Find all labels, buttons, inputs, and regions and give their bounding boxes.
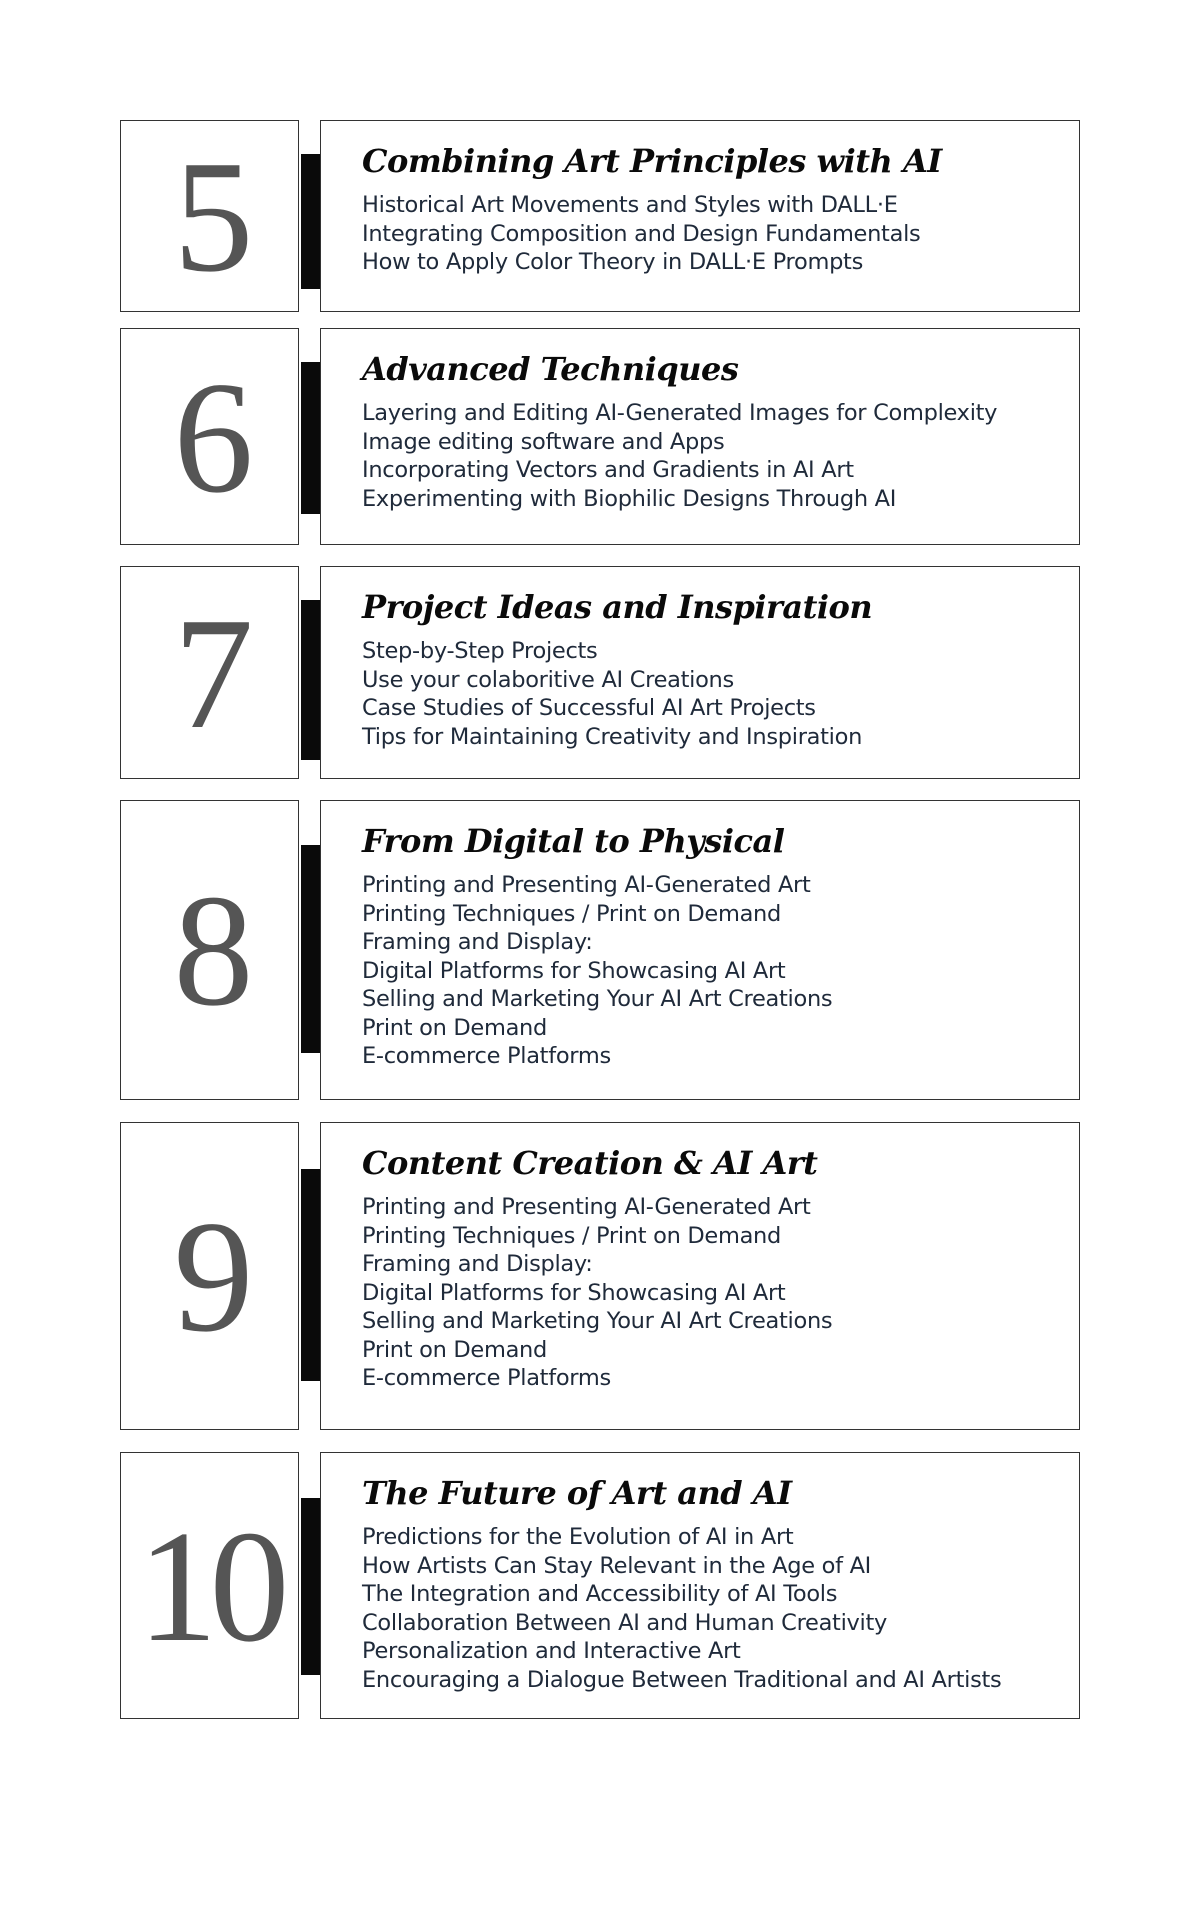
chapter-topic: Tips for Maintaining Creativity and Inspiration xyxy=(362,723,863,750)
chapter-title: Content Creation & AI Art xyxy=(362,1144,818,1182)
chapter-number: 5 xyxy=(173,127,246,305)
chapter-topic: Collaboration Between AI and Human Creativity xyxy=(362,1609,888,1636)
chapter-number-box xyxy=(120,328,299,545)
chapter-title: The Future of Art and AI xyxy=(362,1474,792,1512)
chapter-topic: Integrating Composition and Design Fundamentals xyxy=(362,220,921,247)
chapter-number-box xyxy=(120,800,299,1100)
chapter-content xyxy=(320,1122,1080,1430)
chapter-topic: The Integration and Accessibility of AI Tools xyxy=(362,1581,838,1607)
chapter-topic: Framing and Display: xyxy=(362,1251,593,1277)
chapter-section xyxy=(120,120,1080,312)
chapter-topic: Step-by-Step Projects xyxy=(362,638,598,664)
chapter-topic: E-commerce Platforms xyxy=(362,1365,611,1391)
chapter-number-box xyxy=(120,1452,299,1719)
chapter-number: 6 xyxy=(173,347,246,526)
divider-bar xyxy=(301,600,320,760)
chapter-topic: Printing Techniques / Print on Demand xyxy=(362,1222,782,1249)
chapter-topic: Personalization and Interactive Art xyxy=(362,1638,741,1664)
chapter-title: From Digital to Physical xyxy=(362,822,785,860)
chapter-section xyxy=(120,1452,1080,1719)
chapter-topic: Layering and Editing AI-Generated Images for Complexity xyxy=(362,400,998,426)
chapter-topic: Print on Demand xyxy=(362,1336,548,1363)
chapter-topic: Use your colaboritive AI Creations xyxy=(362,666,734,693)
chapter-topic: Image editing software and Apps xyxy=(362,428,725,455)
chapter-topic: Case Studies of Successful AI Art Projects xyxy=(362,695,816,721)
chapter-content xyxy=(320,120,1080,312)
chapter-section xyxy=(120,328,1080,545)
chapter-topic: Digital Platforms for Showcasing AI Art xyxy=(362,957,786,984)
chapter-topic: How Artists Can Stay Relevant in the Age of AI xyxy=(362,1552,872,1579)
chapter-topic: Historical Art Movements and Styles with DALL·E xyxy=(362,192,898,218)
chapter-topic: Printing and Presenting AI-Generated Art xyxy=(362,872,811,898)
chapter-topic: Print on Demand xyxy=(362,1014,548,1041)
chapter-content xyxy=(320,328,1080,545)
chapter-title: Advanced Techniques xyxy=(362,350,739,388)
chapter-number: 8 xyxy=(173,861,246,1039)
chapter-section xyxy=(120,800,1080,1100)
chapter-content xyxy=(320,1452,1080,1719)
chapter-content xyxy=(320,566,1080,779)
chapter-content xyxy=(320,800,1080,1100)
chapter-topic: Selling and Marketing Your AI Art Creations xyxy=(362,1308,833,1334)
chapter-number-box xyxy=(120,120,299,312)
chapter-topic: Incorporating Vectors and Gradients in AI Art xyxy=(362,457,854,483)
chapter-number-box xyxy=(120,566,299,779)
chapter-number-box xyxy=(120,1122,299,1430)
chapter-title: Project Ideas and Inspiration xyxy=(362,588,873,626)
chapter-topic: Printing and Presenting AI-Generated Art xyxy=(362,1194,811,1220)
chapter-topic: Encouraging a Dialogue Between Traditional and AI Artists xyxy=(362,1666,1002,1693)
divider-bar xyxy=(301,845,320,1053)
chapter-topic: Digital Platforms for Showcasing AI Art xyxy=(362,1279,786,1306)
divider-bar xyxy=(301,1169,320,1381)
chapter-section xyxy=(120,566,1080,779)
divider-bar xyxy=(301,154,320,289)
chapter-topic: How to Apply Color Theory in DALL·E Prompts xyxy=(362,249,863,275)
chapter-number: 10 xyxy=(137,1496,282,1675)
chapter-topic: E-commerce Platforms xyxy=(362,1043,611,1069)
divider-bar xyxy=(301,362,320,514)
chapter-topic: Selling and Marketing Your AI Art Creations xyxy=(362,986,833,1012)
chapter-topic: Framing and Display: xyxy=(362,929,593,955)
chapter-number: 9 xyxy=(173,1187,246,1365)
divider-bar xyxy=(301,1498,320,1675)
chapter-section xyxy=(120,1122,1080,1430)
chapter-topic: Printing Techniques / Print on Demand xyxy=(362,900,782,927)
chapter-topic: Predictions for the Evolution of AI in Art xyxy=(362,1524,794,1550)
chapter-topic: Experimenting with Biophilic Designs Through AI xyxy=(362,485,897,512)
chapter-title: Combining Art Principles with AI xyxy=(362,142,942,180)
chapter-number: 7 xyxy=(173,583,246,762)
